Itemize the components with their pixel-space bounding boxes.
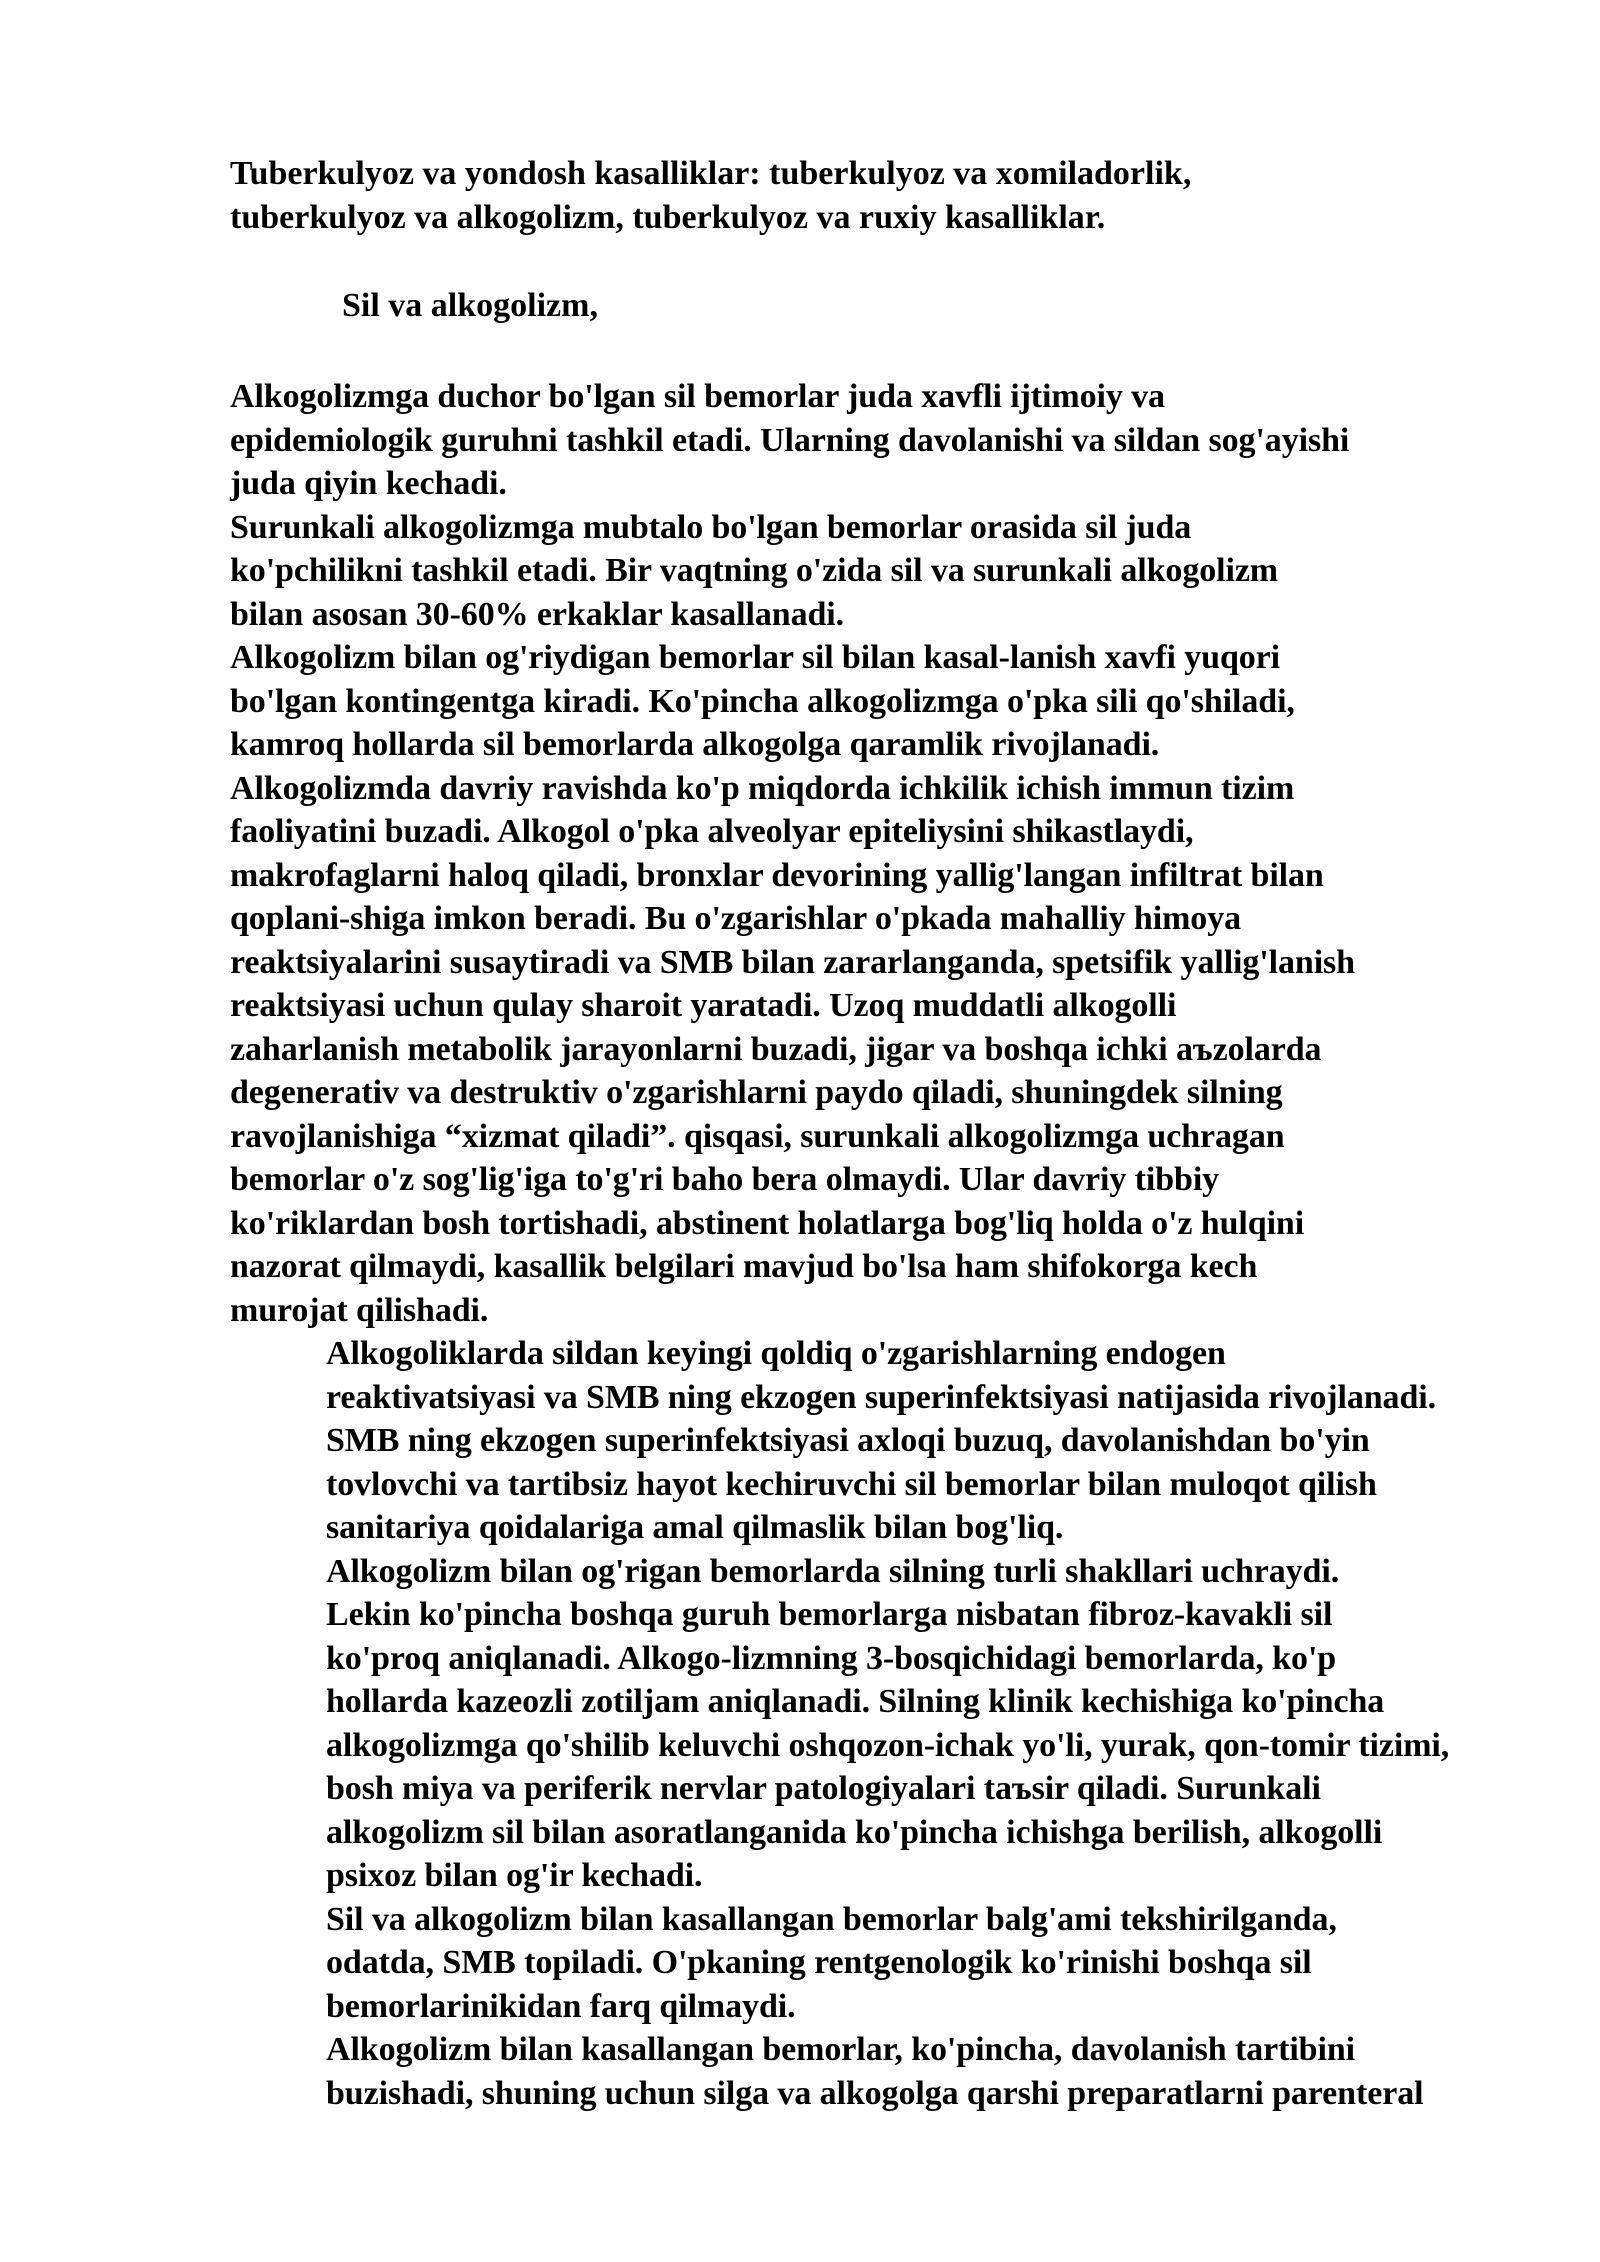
paragraph-line: alkogolizmga qo'shilib keluvchi oshqozon-ichak yo'li, yurak, qon-tomir tizimi, xyxy=(326,1726,1450,1764)
paragraph-line: bemorlarinikidan farq qilmaydi. xyxy=(326,1987,796,2025)
body-paragraph xyxy=(230,506,1520,637)
paragraph-line: faoliyatini buzadi. Alkogol o'pka alveolyar epiteliysini shikastlaydi, xyxy=(230,813,1194,850)
paragraph-line: ravojlanishiga “xizmat qiladi”. qisqasi, surunkali alkogolizmga uchragan xyxy=(230,1117,1285,1155)
paragraph-line: Surunkali alkogolizmga mubtalo bo'lgan bemorlar orasida sil juda xyxy=(230,508,1192,546)
paragraph-line: sanitariya qoidalariga amal qilmaslik bilan bog'liq. xyxy=(326,1509,1064,1546)
paragraph-line: bosh miya va periferik nervlar patologiyalari taъsir qiladi. Surunkali xyxy=(326,1770,1321,1807)
body-paragraph xyxy=(230,636,1520,767)
paragraph-line: Alkogolizm bilan og'riydigan bemorlar sil bilan kasal-lanish xavfi yuqori xyxy=(230,639,1281,676)
paragraph-line: alkogolizm sil bilan asoratlanganida ko'pincha ichishga berilish, alkogolli xyxy=(326,1813,1383,1851)
paragraph-line: Alkogolizmda davriy ravishda ko'p miqdorda ichkilik ichish immun tizim xyxy=(230,769,1295,807)
paragraph-line: qoplani-shiga imkon beradi. Bu o'zgarishlar o'pkada mahalliy himoya xyxy=(230,900,1242,937)
paragraph-line: odatda, SMB topiladi. O'pkaning rentgenologik ko'rinishi boshqa sil xyxy=(326,1944,1312,1981)
body-paragraph xyxy=(230,375,1520,506)
paragraph-line: buzishadi, shuning uchun silga va alkogolga qarshi preparatlarni parenteral xyxy=(326,2074,1424,2112)
paragraph-line: Alkogolizmga duchor bo'lgan sil bemorlar juda xavfli ijtimoiy va xyxy=(230,378,1165,415)
document-page xyxy=(230,152,1520,2115)
section-subheading: Sil va alkogolizm, xyxy=(342,287,598,324)
paragraph-line: hollarda kazeozli zotiljam aniqlanadi. Silning klinik kechishiga ko'pincha xyxy=(326,1683,1385,1720)
paragraph-line: juda qiyin kechadi. xyxy=(230,465,507,502)
paragraph-line: tovlovchi va tartibsiz hayot kechiruvchi sil bemorlar bilan muloqot qilish xyxy=(326,1465,1377,1503)
body-paragraph xyxy=(230,2028,1520,2115)
paragraph-line: kamroq hollarda sil bemorlarda alkogolga qaramlik rivojlanadi. xyxy=(230,726,1160,763)
paragraph-line: murojat qilishadi. xyxy=(230,1291,489,1329)
body-paragraph xyxy=(230,1550,1520,1898)
paragraph-line: Alkogolizm bilan og'rigan bemorlarda silning turli shakllari uchraydi. xyxy=(326,1552,1340,1590)
paragraph-line: degenerativ va destruktiv o'zgarishlarni paydo qiladi, shuningdek silning xyxy=(230,1074,1283,1111)
paragraph-line: psixoz bilan og'ir kechadi. xyxy=(326,1857,703,1894)
paragraph-line: ko'pchilikni tashkil etadi. Bir vaqtning o'zida sil va surunkali alkogolizm xyxy=(230,552,1279,589)
paragraph-line: epidemiologik guruhni tashkil etadi. Ularning davolanishi va sildan sog'ayishi xyxy=(230,421,1350,459)
paragraph-line: ko'riklardan bosh tortishadi, abstinent holatlarga bog'liq holda o'z hulqini xyxy=(230,1204,1305,1242)
paragraph-line: bemorlar o'z sog'lig'iga to'g'ri baho bera olmaydi. Ular davriy tibbiy xyxy=(230,1161,1220,1198)
paragraph-line: Alkogolizm bilan kasallangan bemorlar, ko'pincha, davolanish tartibini xyxy=(326,2031,1355,2068)
paragraph-line: bilan asosan 30-60% erkaklar kasallanadi. xyxy=(230,595,845,633)
body-paragraph xyxy=(230,1898,1520,2029)
paragraph-line: makrofaglarni haloq qiladi, bronxlar devorining yallig'langan infiltrat bilan xyxy=(230,856,1324,894)
body-paragraph xyxy=(230,767,1520,1333)
paragraph-line: reaktsiyalarini susaytiradi va SMB bilan zararlanganda, spetsifik yallig'lanish xyxy=(230,943,1355,981)
body-paragraph xyxy=(230,1332,1520,1550)
paragraph-line: Alkogoliklarda sildan keyingi qoldiq o'zgarishlarning endogen xyxy=(326,1335,1226,1372)
paragraph-line: Sil va alkogolizm bilan kasallangan bemorlar balg'ami tekshirilganda, xyxy=(326,1900,1337,1938)
paragraph-line: nazorat qilmaydi, kasallik belgilari mavjud bo'lsa ham shifokorga kech xyxy=(230,1248,1258,1285)
paragraph-line: Lekin ko'pincha boshqa guruh bemorlarga nisbatan fibroz-kavakli sil xyxy=(326,1596,1333,1633)
paragraph-line: ko'proq aniqlanadi. Alkogo-lizmning 3-bosqichidagi bemorlarda, ko'p xyxy=(326,1639,1337,1677)
paragraph-line: bo'lgan kontingentga kiradi. Ko'pincha alkogolizmga o'pka sili qo'shiladi, xyxy=(230,682,1295,720)
paragraph-line: zaharlanish metabolik jarayonlarni buzadi, jigar va boshqa ichki aъzolarda xyxy=(230,1030,1322,1068)
paragraph-line: SMB ning ekzogen superinfektsiyasi axloqi buzuq, davolanishdan bo'yin xyxy=(326,1422,1370,1459)
document-body xyxy=(230,375,1520,2115)
document-title: Tuberkulyoz va yondosh kasalliklar: tuberkulyoz va xomiladorlik, tuberkulyoz va alkogolizm, tuberkulyoz va ruxiy kasalliklar. xyxy=(230,155,1192,236)
paragraph-line: reaktsiyasi uchun qulay sharoit yaratadi. Uzoq muddatli alkogolli xyxy=(230,987,1177,1024)
paragraph-line: reaktivatsiyasi va SMB ning ekzogen superinfektsiyasi natijasida rivojlanadi. xyxy=(326,1378,1437,1416)
